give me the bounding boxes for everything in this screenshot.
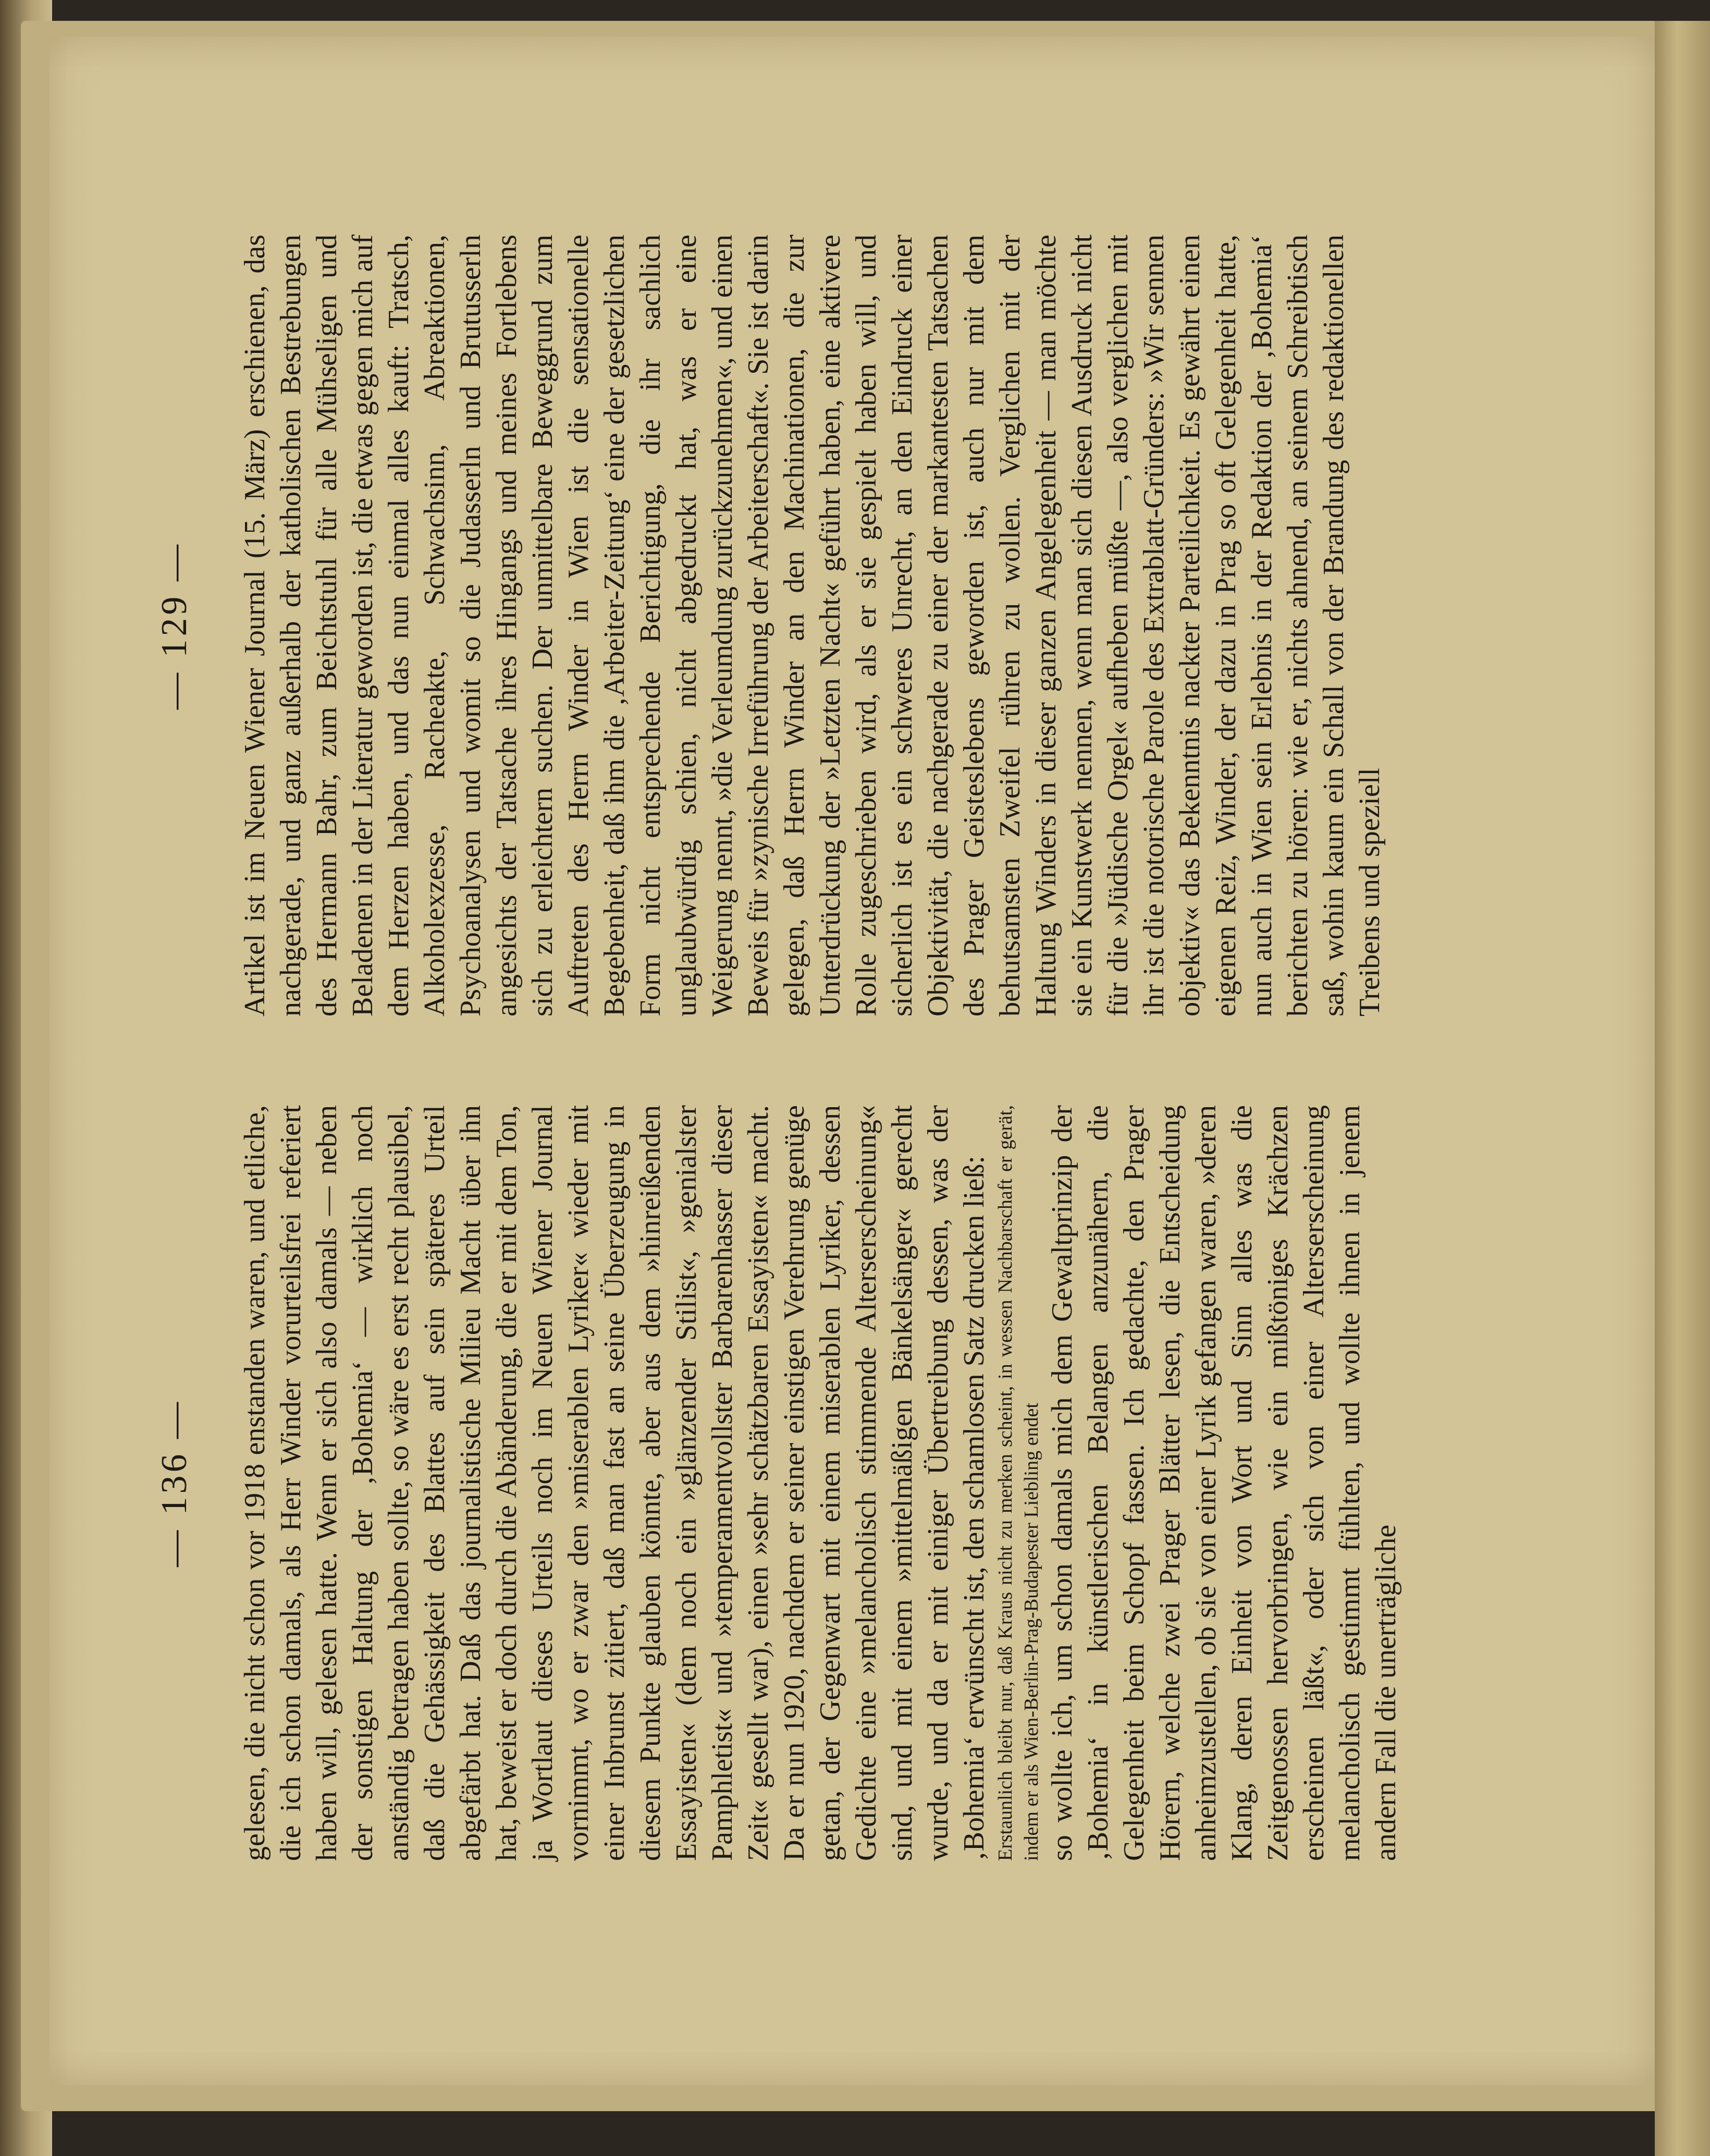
left-page-column (237, 1105, 1404, 1861)
page-number-left: — 136 — (154, 1399, 194, 1567)
page-spread-content (50, 36, 1655, 2085)
left-paragraph-1: gelesen, die nicht schon vor 1918 enstanden waren, und etliche, die ich schon damals, als Herr Winder vorurteilsfrei referiert haben will, gelesen hatte. Wenn er sich also damals — neben der sonstigen Haltung der ‚Bohemia‘ — wirklich noch anständig betragen haben sollte, so wäre es erst recht plausibel, daß die Gehässigkeit des Blattes auf sein späteres Urteil abgefärbt hat. Daß das journalistische Milieu Macht über ihn hat, beweist er doch durch die Abänderung, die er mit dem Ton, ja Wortlaut dieses Urteils noch im Neuen Wiener Journal vornimmt, wo er zwar den »miserablen Lyriker« wieder mit einer Inbrunst zitiert, daß man fast an seine Überzeugung in diesem Punkte glauben könnte, aber aus dem »hinreißenden Essayisten« (dem noch ein »glänzender Stilist«, »genialster Pamphletist« und »temperamentvollster Barbarenhasser dieser Zeit« gesellt war), einen »sehr schätzbaren Essayisten« macht. Da er nun 1920, nachdem er seiner einstigen Verehrung genüge getan, der Gegenwart mit einem miserablen Lyriker, dessen Gedichte eine »melancholisch stimmende Alterserscheinung« sind, und mit einem »mittelmäßigen Bänkelsänger« gerecht wurde, und da er mit einiger Übertreibung dessen, was der ‚Bohemia‘ erwünscht ist, den schamlosen Satz drucken ließ: (239, 1105, 990, 1861)
rotated-text-area (50, 36, 1655, 2085)
page-number-right: — 129 — (154, 542, 194, 709)
left-footnote: Erstaunlich bleibt nur, daß Kraus nicht zu merken scheint, in wessen Nachbarschaft er gerät, indem er als Wien-Berlin-Prag-Budapester Liebling endet (994, 1105, 1042, 1861)
right-paragraph-1: Artikel ist im Neuen Wiener Journal (15. März) erschienen, das nachgerade, und ganz außerhalb der katholischen Bestrebungen des Hermann Bahr, zum Beichtstuhl für alle Mühseligen und Beladenen in der Literatur geworden ist, die etwas gegen mich auf dem Herzen haben, und das nun einmal alles kauft: Tratsch, Alkoholexzesse, Racheakte, Schwachsinn, Abreaktionen, Psychoanalysen und womit so die Judasserln und Brutusserln angesichts der Tatsache ihres Hingangs und meines Fortlebens sich zu erleichtern suchen. Der unmittelbare Beweggrund zum Auftreten des Herrn Winder in Wien ist die sensationelle Begebenheit, daß ihm die ‚Arbeiter-Zeitung‘ eine der gesetzlichen Form nicht entsprechende Berichtigung, die ihr sachlich unglaubwürdig schien, nicht abgedruckt hat, was er eine Weigerung nennt, »die Verleumdung zurückzunehmen«, und einen Beweis für »zynische Irreführung der Arbeiterschaft«. Sie ist darin gelegen, daß Herrn Winder an den Machinationen, die zur Unterdrückung der »Letzten Nacht« geführt haben, eine aktivere Rolle zugeschrieben wird, als er sie gespielt haben will, und sicherlich ist es ein schweres Unrecht, an den Eindruck einer Objektivität, die nachgerade zu einer der markantesten Tatsachen des Prager Geisteslebens geworden ist, auch nur mit dem behutsamsten Zweifel rühren zu wollen. Verglichen mit der Haltung Winders in dieser ganzen Angelegenheit — man möchte sie ein Kunstwerk nennen, wenn man sich diesen Ausdruck nicht für die »Jüdische Orgel« aufheben müßte —, also verglichen mit ihr ist die notorische Parole des Extrablatt-Gründers: »Wir sennen objektiv« das Bekenntnis nackter Parteilichkeit. Es gewährt einen eigenen Reiz, Winder, der dazu in Prag so oft Gelegenheit hatte, nun auch in Wien sein Erlebnis in der Redaktion der ‚Bohemia‘ berichten zu hören: wie er, nichts ahnend, an seinem Schreibtisch saß, wohin kaum ein Schall von der Brandung des redaktionellen Treibens und speziell (239, 235, 1386, 1016)
right-page-column (237, 235, 1388, 1016)
left-paragraph-2: so wollte ich, um schon damals mich dem Gewaltprinzip der ‚Bohemia‘ in künstlerischen Belangen anzunähern, die Gelegenheit beim Schopf fassen. Ich gedachte, den Prager Hörern, welche zwei Prager Blätter lesen, die Entscheidung anheimzustellen, ob sie von einer Lyrik gefangen waren, »deren Klang, deren Einheit von Wort und Sinn alles was die Zeitgenossen hervorbringen, wie ein mißtöniges Krächzen erscheinen läßt«, oder sich von einer Alterserscheinung melancholisch gestimmt fühlten, und wollte ihnen in jenem andern Fall die unerträgliche (1046, 1105, 1402, 1861)
next-page-edge (1655, 21, 1710, 2156)
